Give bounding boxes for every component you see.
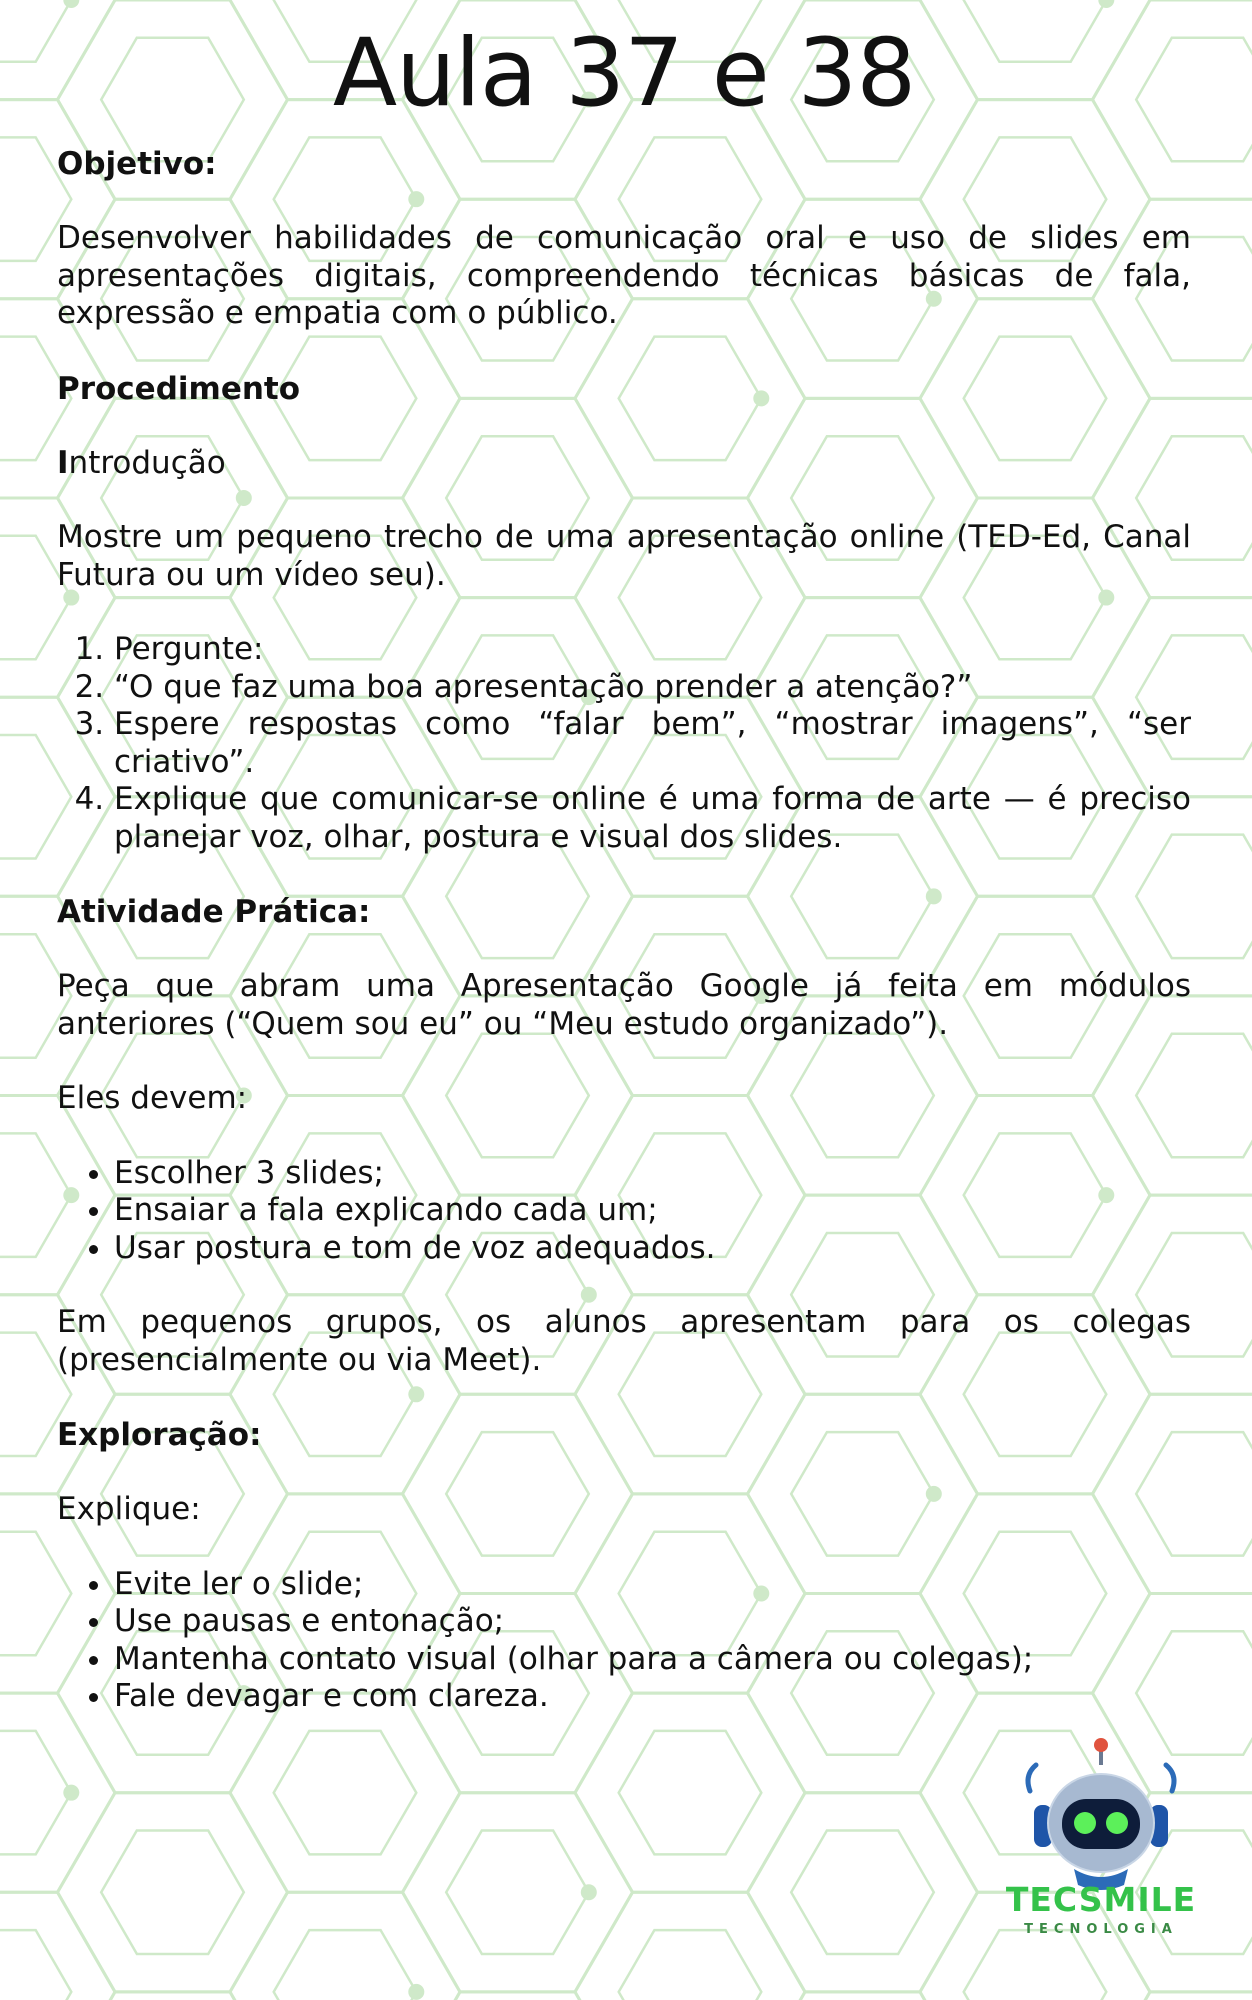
procedimento-heading: Procedimento <box>57 370 301 407</box>
hexagon-shape <box>274 1930 417 2000</box>
list-item: 3. Espere respostas como “falar bem”, “mostrar imagens”, “ser criativo”. <box>114 706 1191 781</box>
list-item: • Usar postura e tom de voz adequados. <box>114 1230 1191 1268</box>
hexagon-shape <box>101 1831 244 1955</box>
introducao-rest: ntrodução <box>68 444 226 481</box>
logo-wordmark: TECSMILE <box>1005 1880 1197 1919</box>
document-body <box>57 0 1191 1716</box>
hexagon-shape <box>0 1693 115 1892</box>
hexagon-shape <box>619 1930 762 2000</box>
hexagon-shape <box>575 1693 805 1892</box>
list-item: • Evite ler o slide; <box>114 1566 1191 1604</box>
exploracao-text: Explique: <box>57 1491 201 1528</box>
atividade-eles-devem: Eles devem: <box>57 1080 248 1117</box>
atividade-heading: Atividade Prática: <box>57 894 371 931</box>
pattern-node <box>408 1984 424 2000</box>
hexagon-shape <box>274 1731 417 1855</box>
hexagon-shape <box>1093 1992 1252 2000</box>
objetivo-text: Desenvolver habilidades de comunicação oral e uso de slides em apresentações digitais, compreendendo técnicas básicas de fala, expressão e empatia com o público. <box>57 220 1191 332</box>
list-item: 4. Explique que comunicar-se online é uma forma de arte — é preciso planejar voz, olhar, postura e visual dos slides. <box>114 781 1191 856</box>
hexagon-shape <box>58 1793 288 1992</box>
hexagon-shape <box>575 1892 805 2000</box>
exploracao-list <box>57 1566 1191 1716</box>
hexagon-shape <box>230 1693 460 1892</box>
hexagon-shape <box>403 1793 633 1992</box>
hexagon-shape <box>619 1731 762 1855</box>
introducao-initial: I <box>57 444 69 481</box>
atividade-list <box>57 1155 1191 1268</box>
hexagon-shape <box>403 1992 633 2000</box>
hexagon-shape <box>58 1992 288 2000</box>
list-item: • Use pausas e entonação; <box>114 1603 1191 1641</box>
pattern-node <box>581 1884 597 1900</box>
introducao-label <box>57 445 1191 483</box>
objetivo-heading: Objetivo: <box>57 146 217 183</box>
introducao-text: Mostre um pequeno trecho de uma apresentação online (TED-Ed, Canal Futura ou um vídeo seu). <box>57 519 1191 593</box>
list-item: • Mantenha contato visual (olhar para a câmera ou colegas); <box>114 1641 1191 1679</box>
exploracao-heading: Exploração: <box>57 1417 262 1454</box>
hexagon-shape <box>446 1831 589 1955</box>
list-item: 2. “O que faz uma boa apresentação prender a atenção?” <box>114 669 1191 707</box>
hexagon-shape <box>0 1892 115 2000</box>
logo-subtitle: TECNOLOGIA <box>1024 1922 1178 1937</box>
list-item: • Escolher 3 slides; <box>114 1155 1191 1193</box>
hexagon-shape <box>0 1731 71 1855</box>
pattern-node <box>63 1785 79 1801</box>
hexagon-shape <box>748 1793 978 1992</box>
steps-list <box>57 631 1191 856</box>
hexagon-shape <box>791 1831 934 1955</box>
hexagon-shape <box>230 1892 460 2000</box>
list-item: • Fale devagar e com clareza. <box>114 1678 1191 1716</box>
page-title: Aula 37 e 38 <box>332 19 916 128</box>
list-item: 1. Pergunte: <box>114 631 1191 669</box>
atividade-text: Peça que abram uma Apresentação Google já feita em módulos anteriores (“Quem sou eu” ou “Meu estudo organizado”). <box>57 968 1191 1042</box>
hexagon-shape <box>0 1930 71 2000</box>
hexagon-shape <box>748 1992 978 2000</box>
list-item: • Ensaiar a fala explicando cada um; <box>114 1192 1191 1230</box>
atividade-grupos-text: Em pequenos grupos, os alunos apresentam para os colegas (presencialmente ou via Meet). <box>57 1304 1191 1378</box>
